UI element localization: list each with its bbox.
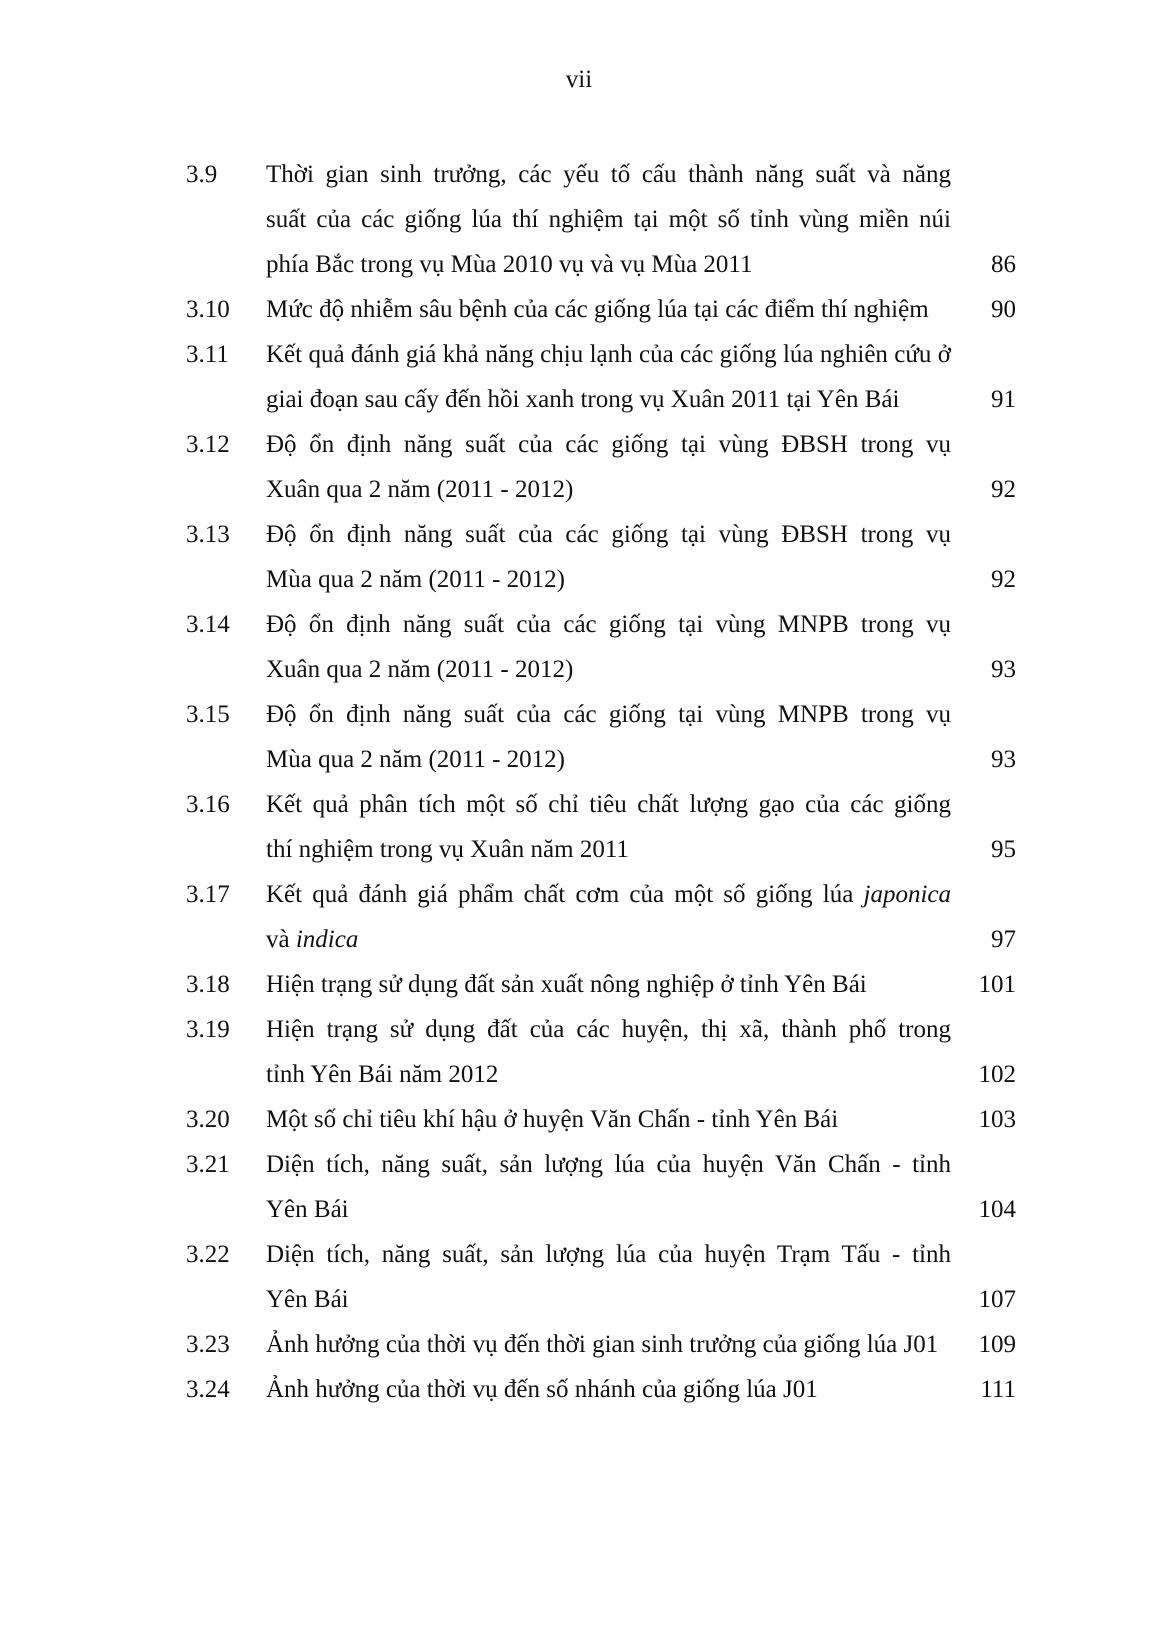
toc-entry-title xyxy=(266,287,951,332)
toc-entry-title-line: và indica xyxy=(266,926,359,953)
toc-entry-page: 102 xyxy=(978,1061,1016,1088)
toc-entry-title-line: Một số chỉ tiêu khí hậu ở huyện Văn Chấn - tỉnh Yên Bái xyxy=(266,1106,839,1133)
toc-entry-page: 92 xyxy=(991,476,1016,503)
toc-entry-title-line: Độ ổn định năng suất của các giống tại vùng MNPB trong vụ xyxy=(266,611,951,638)
toc-entry xyxy=(186,872,1016,962)
toc-entry-number: 3.17 xyxy=(186,881,230,908)
toc-entry-title-line: phía Bắc trong vụ Mùa 2010 vụ và vụ Mùa 2011 xyxy=(266,251,753,278)
toc-entry-page: 92 xyxy=(991,566,1016,593)
toc-entry-page: 93 xyxy=(991,746,1016,773)
toc-entry-number: 3.14 xyxy=(186,611,230,638)
toc-entry xyxy=(186,782,1016,872)
toc-entry xyxy=(186,422,1016,512)
toc-entry xyxy=(186,1007,1016,1097)
toc-entry-title xyxy=(266,1007,951,1097)
toc-entry-page: 91 xyxy=(991,386,1016,413)
toc-entry-title-line: Hiện trạng sử dụng đất của các huyện, thị xã, thành phố trong xyxy=(266,1016,951,1043)
toc-entry-title-line: Mức độ nhiễm sâu bệnh của các giống lúa tại các điểm thí nghiệm xyxy=(266,296,929,323)
toc-entry-number: 3.13 xyxy=(186,521,230,548)
toc-entry-title xyxy=(266,1142,951,1232)
toc-entry-page: 86 xyxy=(991,251,1016,278)
toc-entry-title xyxy=(266,692,951,782)
toc-entry-number: 3.9 xyxy=(186,161,218,188)
toc-entry xyxy=(186,512,1016,602)
toc-entry-title xyxy=(266,962,951,1007)
table-of-contents xyxy=(186,152,1016,1412)
toc-entry-title-line: Yên Bái xyxy=(266,1286,349,1313)
toc-entry-title xyxy=(266,602,951,692)
toc-entry-title-line: thí nghiệm trong vụ Xuân năm 2011 xyxy=(266,836,629,863)
toc-entry-title-line: Độ ổn định năng suất của các giống tại vùng ĐBSH trong vụ xyxy=(266,521,951,548)
toc-entry-title-line: giai đoạn sau cấy đến hồi xanh trong vụ Xuân 2011 tại Yên Bái xyxy=(266,386,900,413)
toc-entry-title-line: Độ ổn định năng suất của các giống tại vùng ĐBSH trong vụ xyxy=(266,431,951,458)
toc-entry-page: 95 xyxy=(991,836,1016,863)
page-number: vii xyxy=(565,66,593,93)
toc-entry-title xyxy=(266,1232,951,1322)
toc-entry-title xyxy=(266,332,951,422)
toc-entry xyxy=(186,1097,1016,1142)
toc-entry-page: 101 xyxy=(978,971,1016,998)
toc-entry-number: 3.18 xyxy=(186,971,230,998)
toc-entry-title-line: Xuân qua 2 năm (2011 - 2012) xyxy=(266,656,574,683)
toc-entry-title-line: Kết quả đánh giá khả năng chịu lạnh của các giống lúa nghiên cứu ở xyxy=(266,341,951,368)
toc-entry-number: 3.19 xyxy=(186,1016,230,1043)
toc-entry-number: 3.24 xyxy=(186,1376,230,1403)
toc-entry xyxy=(186,287,1016,332)
toc-entry xyxy=(186,1232,1016,1322)
toc-entry-page: 104 xyxy=(978,1196,1016,1223)
toc-entry xyxy=(186,1322,1016,1367)
toc-entry xyxy=(186,602,1016,692)
toc-entry-title xyxy=(266,782,951,872)
toc-entry-title xyxy=(266,152,951,287)
toc-entry-title xyxy=(266,512,951,602)
toc-entry xyxy=(186,332,1016,422)
toc-entry-title-line: Độ ổn định năng suất của các giống tại vùng MNPB trong vụ xyxy=(266,701,951,728)
toc-entry-number: 3.10 xyxy=(186,296,230,323)
toc-entry-page: 111 xyxy=(980,1376,1016,1403)
toc-entry xyxy=(186,1142,1016,1232)
toc-entry-number: 3.20 xyxy=(186,1106,230,1133)
toc-entry-title-line: Diện tích, năng suất, sản lượng lúa của huyện Văn Chấn - tỉnh xyxy=(266,1151,951,1178)
toc-entry-number: 3.23 xyxy=(186,1331,230,1358)
toc-entry-page: 97 xyxy=(991,926,1016,953)
toc-entry-title xyxy=(266,872,951,962)
toc-entry-number: 3.11 xyxy=(186,341,229,368)
toc-entry-title-line: Ảnh hưởng của thời vụ đến số nhánh của giống lúa J01 xyxy=(266,1376,818,1403)
toc-entry-number: 3.15 xyxy=(186,701,230,728)
toc-entry-title-line: suất của các giống lúa thí nghiệm tại một số tỉnh vùng miền núi xyxy=(266,206,951,233)
toc-entry-page: 90 xyxy=(991,296,1016,323)
toc-entry-title-line: Mùa qua 2 năm (2011 - 2012) xyxy=(266,746,566,773)
toc-entry-title-line: Kết quả đánh giá phẩm chất cơm của một số giống lúa japonica xyxy=(266,881,951,908)
toc-entry xyxy=(186,1367,1016,1412)
toc-entry-title-line: Diện tích, năng suất, sản lượng lúa của huyện Trạm Tấu - tỉnh xyxy=(266,1241,951,1268)
toc-entry-title-line: tỉnh Yên Bái năm 2012 xyxy=(266,1061,499,1088)
toc-entry xyxy=(186,152,1016,287)
toc-entry-title xyxy=(266,1322,951,1367)
toc-entry-number: 3.16 xyxy=(186,791,230,818)
toc-entry-title-line: Yên Bái xyxy=(266,1196,349,1223)
toc-entry-title xyxy=(266,1367,951,1412)
toc-entry-page: 109 xyxy=(978,1331,1016,1358)
toc-entry-page: 103 xyxy=(978,1106,1016,1133)
toc-entry-title-line: Ảnh hưởng của thời vụ đến thời gian sinh trưởng của giống lúa J01 xyxy=(266,1331,939,1358)
toc-entry-number: 3.22 xyxy=(186,1241,230,1268)
toc-entry-number: 3.12 xyxy=(186,431,230,458)
toc-entry-page: 107 xyxy=(978,1286,1016,1313)
toc-entry-title-line: Xuân qua 2 năm (2011 - 2012) xyxy=(266,476,574,503)
toc-entry xyxy=(186,692,1016,782)
toc-entry-title xyxy=(266,1097,951,1142)
toc-entry-title-line: Hiện trạng sử dụng đất sản xuất nông nghiệp ở tỉnh Yên Bái xyxy=(266,971,867,998)
toc-entry-title-line: Kết quả phân tích một số chỉ tiêu chất lượng gạo của các giống xyxy=(266,791,951,818)
toc-entry-title-line: Thời gian sinh trưởng, các yếu tố cấu thành năng suất và năng xyxy=(266,161,951,188)
toc-entry-page: 93 xyxy=(991,656,1016,683)
toc-entry xyxy=(186,962,1016,1007)
toc-entry-title xyxy=(266,422,951,512)
toc-entry-number: 3.21 xyxy=(186,1151,230,1178)
toc-entry-title-line: Mùa qua 2 năm (2011 - 2012) xyxy=(266,566,566,593)
